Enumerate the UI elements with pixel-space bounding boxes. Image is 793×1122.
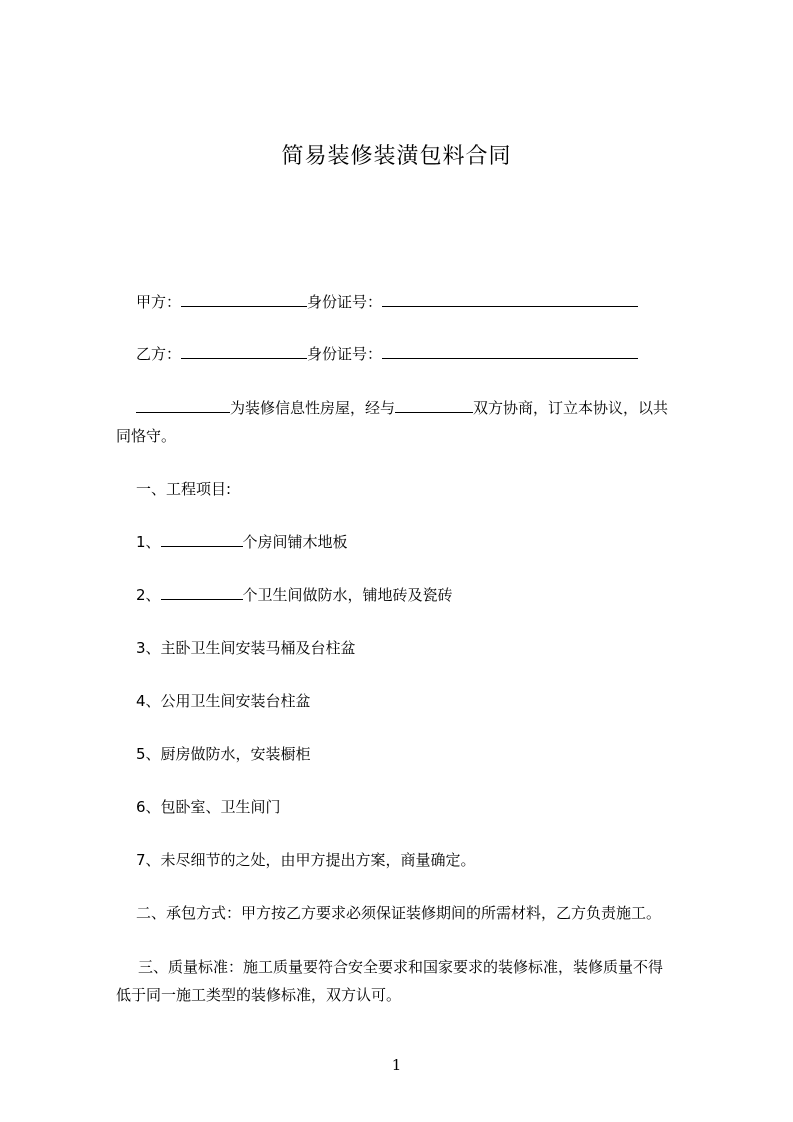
intro-line-2	[116, 424, 176, 448]
section1-item-6: 6、包卧室、卫生间门	[136, 798, 281, 816]
intro-text-1: 为装修信息性房屋，经与	[230, 399, 396, 417]
party-b-name-blank[interactable]	[181, 342, 307, 359]
section3-line-2: 低于同一施工类型的装修标准，双方认可。	[116, 986, 402, 1004]
intro-blank-1[interactable]	[136, 396, 230, 413]
intro-blank-2[interactable]	[395, 396, 473, 413]
party-b-line	[136, 342, 638, 366]
intro-line-1	[136, 396, 668, 420]
party-a-line	[136, 290, 638, 314]
section2-text: 二、承包方式：甲方按乙方要求必须保证装修期间的所需材料，乙方负责施工。	[136, 904, 662, 922]
section1-item-7: 7、未尽细节的之处，由甲方提出方案，商量确定。	[136, 851, 476, 869]
contract-title: 简易装修装潢包料合同	[281, 144, 512, 169]
party-b-label: 乙方：	[136, 345, 182, 363]
item-1-text: 个房间铺木地板	[242, 533, 348, 551]
section1-item-2	[136, 583, 453, 607]
section1-item-5: 5、厨房做防水，安装橱柜	[136, 745, 311, 763]
page-number: 1	[391, 1056, 402, 1074]
intro-text-3: 同恪守。	[116, 427, 177, 445]
section1-heading: 一、工程项目:	[136, 480, 232, 498]
item-2-prefix: 2、	[136, 586, 161, 604]
item-2-blank[interactable]	[161, 583, 243, 600]
party-a-id-label: 身份证号：	[307, 293, 383, 311]
section1-item-1	[136, 530, 348, 554]
party-a-name-blank[interactable]	[181, 290, 307, 307]
section1-item-4: 4、公用卫生间安装台柱盆	[136, 692, 311, 710]
party-a-label: 甲方：	[136, 293, 182, 311]
section3-line-1: 三、质量标准：施工质量要符合安全要求和国家要求的装修标准，装修质量不得	[138, 958, 664, 976]
section1-item-3: 3、主卧卫生间安装马桶及台柱盆	[136, 639, 356, 657]
intro-text-2: 双方协商，订立本协议，以共	[473, 399, 669, 417]
item-1-blank[interactable]	[161, 530, 243, 547]
party-b-id-label: 身份证号：	[307, 345, 383, 363]
item-1-prefix: 1、	[136, 533, 161, 551]
party-b-id-blank[interactable]	[382, 342, 638, 359]
item-2-text: 个卫生间做防水，铺地砖及瓷砖	[242, 586, 453, 604]
party-a-id-blank[interactable]	[382, 290, 638, 307]
